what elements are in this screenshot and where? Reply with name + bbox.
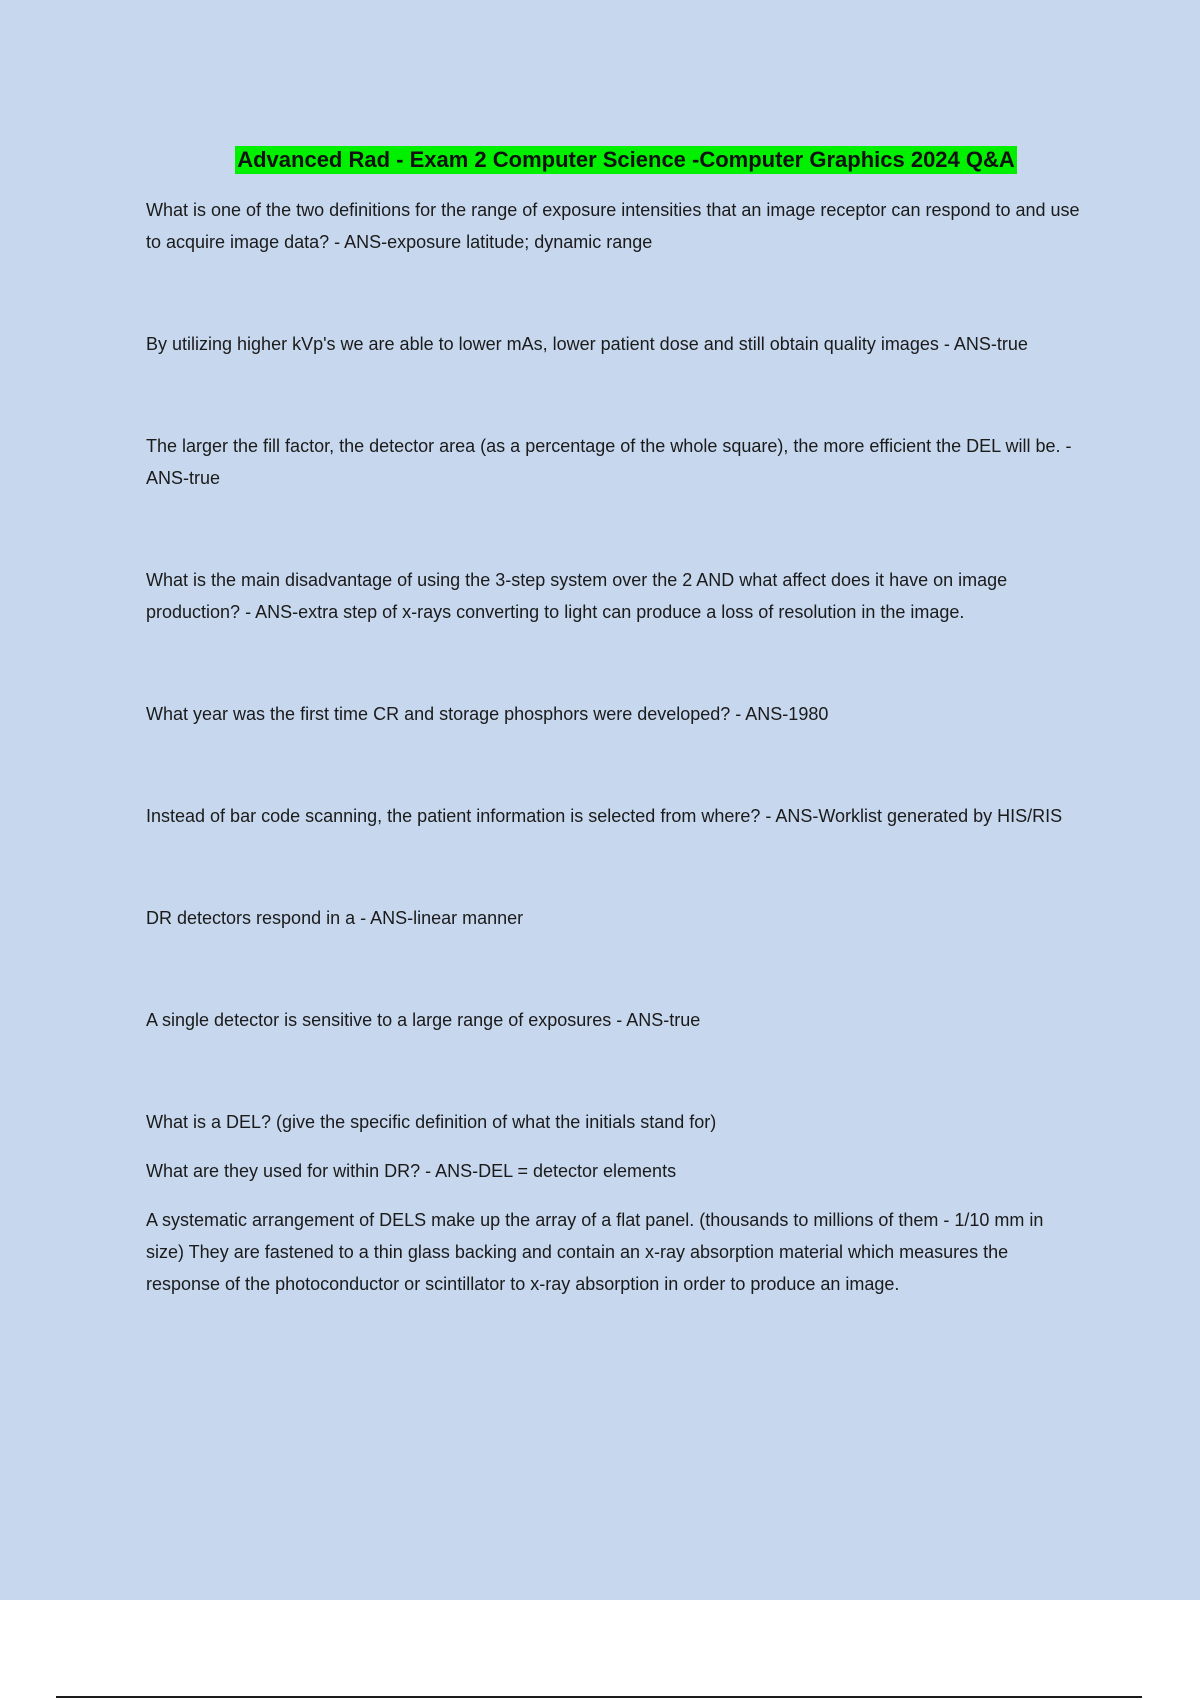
title-container xyxy=(146,146,1086,174)
qa-item-10: What are they used for within DR? - ANS-DEL = detector elements xyxy=(146,1161,677,1181)
qa-item-9: What is a DEL? (give the specific definition of what the initials stand for) xyxy=(146,1112,717,1132)
qa-item-8: A single detector is sensitive to a large range of exposures - ANS-true xyxy=(146,1010,701,1030)
qa-item-6: Instead of bar code scanning, the patient information is selected from where? - ANS-Worklist generated by HIS/RIS xyxy=(146,806,1063,826)
qa-item-3: The larger the fill factor, the detector area (as a percentage of the whole square), the more efficient the DEL will be. - ANS-true xyxy=(146,436,1072,488)
qa-item-1: What is one of the two definitions for the range of exposure intensities that an image receptor can respond to and use to acquire image data? - ANS-exposure latitude; dynamic range xyxy=(146,200,1080,252)
qa-item-2: By utilizing higher kVp's we are able to lower mAs, lower patient dose and still obtain quality images - ANS-true xyxy=(146,334,1028,354)
footer-divider xyxy=(56,1696,1142,1698)
qa-item-7: DR detectors respond in a - ANS-linear manner xyxy=(146,908,524,928)
qa-item-4: What is the main disadvantage of using the 3-step system over the 2 AND what affect does it have on image production? - ANS-extra step of x-rays converting to light can produce a loss of resolution in the image. xyxy=(146,570,1008,622)
qa-item-5: What year was the first time CR and storage phosphors were developed? - ANS-1980 xyxy=(146,704,829,724)
document-title: Advanced Rad - Exam 2 Computer Science -Computer Graphics 2024 Q&A xyxy=(237,147,1015,172)
document-body xyxy=(146,146,1086,1300)
qa-item-11: A systematic arrangement of DELS make up the array of a flat panel. (thousands to millions of them - 1/10 mm in size) They are fastened to a thin glass backing and contain an x-ray absorption material which measures the response of the photoconductor or scintillator to x-ray absorption in order to produce an image. xyxy=(146,1210,1044,1294)
